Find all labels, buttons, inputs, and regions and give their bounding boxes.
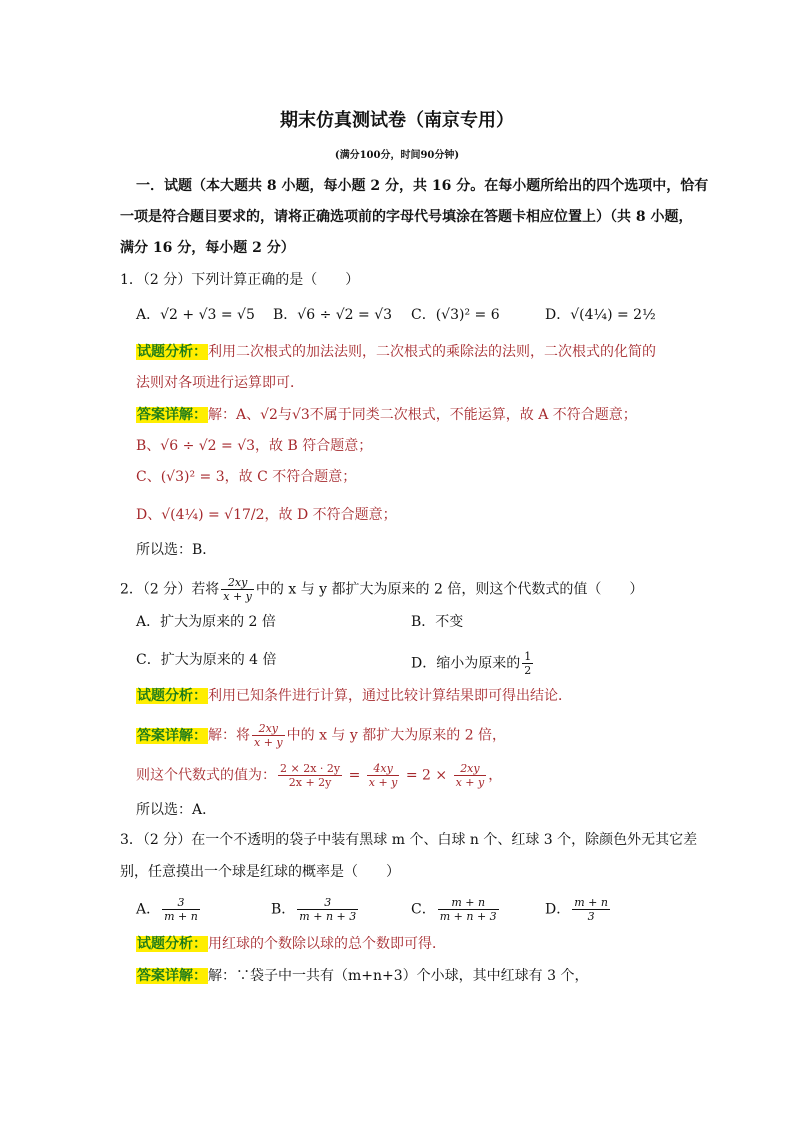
q2-detail: [136, 722, 506, 749]
q2-analysis-text: 利用已知条件进行计算，通过比较计算结果即可得出结论．: [208, 688, 572, 704]
q1-analysis: [136, 342, 656, 362]
q3-analysis-label: 试题分析：: [137, 936, 207, 952]
q1-option-b-text: B．√6 ÷ √2 = √3: [273, 307, 393, 323]
page-subtitle: (满分100分，时间90分钟): [334, 150, 460, 161]
q3-option-c: [411, 896, 501, 923]
q3-option-b-label: B．: [271, 901, 296, 918]
q2-analysis-label: 试题分析：: [137, 688, 207, 704]
q2-value-pre: 则这个代数式的值为：: [136, 767, 276, 784]
q1-stem: 1．（2 分）下列计算正确的是（ ）: [120, 272, 360, 288]
q3-analysis: [136, 934, 446, 954]
q1-detail-c: C、(√3)² = 3，故 C 不符合题意；: [136, 469, 357, 485]
q1-detail-label: 答案详解：: [137, 407, 207, 423]
section-instructions-line2: 一项是符合题目要求的，请将正确选项前的字母代号填涂在答题卡相应位置上）（共 8 小题，: [120, 209, 693, 225]
q2-detail-fraction: $\frac{2xy}{x + y}$: [254, 722, 283, 749]
q3-analysis-text: 用红球的个数除以球的总个数即可得．: [208, 936, 446, 952]
q3-option-a: [136, 896, 202, 923]
q1-detail-a: [136, 405, 637, 425]
q2-option-d: [411, 650, 535, 677]
q2-option-d-text: D．缩小为原来的: [411, 655, 521, 672]
q3-option-c-fraction: $\frac{m + n}{m + n + 3}$: [439, 896, 497, 923]
q1-detail-a-text: 解：A、√2与√3不属于同类二次根式，不能运算，故 A 不符合题意；: [208, 407, 637, 423]
q3-stem-2: 别，任意摸出一个球是红球的概率是（ ）: [120, 864, 400, 880]
q2-answer: 所以选：A．: [136, 802, 217, 818]
q3-option-a-label: A．: [136, 901, 161, 918]
q2-half-fraction: $\frac{1}{2}$: [524, 650, 532, 677]
q3-stem-1: 3．（2 分）在一个不透明的袋子中装有黑球 m 个、白球 n 个、红球 3 个，除颜色外无其它差: [120, 832, 698, 848]
section-instructions-line1: 一．试题（本大题共 8 小题，每小题 2 分，共 16 分。在每小题所给出的四个选项中，恰有: [136, 178, 709, 194]
q3-detail: [136, 966, 588, 986]
q2-value-frac2: $\frac{4xy}{x + y}$: [368, 762, 398, 789]
q2-detail-post: 中的 x 与 y 都扩大为原来的 2 倍，: [286, 727, 507, 744]
page-title: 期末仿真测试卷（南京专用）: [280, 110, 514, 131]
q1-detail-d: D、√(4¼) = √17/2，故 D 不符合题意；: [136, 507, 397, 523]
q2-stem-post: 中的 x 与 y 都扩大为原来的 2 倍，则这个代数式的值（ ）: [255, 581, 644, 598]
q3-detail-label: 答案详解：: [137, 968, 207, 984]
q2-option-b: B．不变: [411, 614, 464, 630]
q2-option-a: A．扩大为原来的 2 倍: [136, 614, 276, 630]
q3-option-a-fraction: $\frac{3}{m + n}$: [164, 896, 198, 923]
q1-option-a-text: A．√2 + √3 = √5: [136, 307, 255, 323]
q2-stem: [120, 576, 643, 603]
q2-value: 则这个代数式的值为： $\frac{2 \times 2x \cdot 2y}{2x + 2y}$ = $\frac{4xy}{x + y}$ = 2 × $\frac{2xy}{x + y}$ ，: [136, 762, 503, 789]
q2-detail-label: 答案详解：: [137, 727, 207, 744]
q1-option-d: [545, 305, 656, 325]
q3-option-b-fraction: $\frac{3}{m + n + 3}$: [299, 896, 357, 923]
q1-analysis-text-1: 利用二次根式的加法法则，二次根式的乘除法的法则，二次根式的化简的: [208, 344, 656, 360]
q1-analysis-label: 试题分析：: [137, 344, 207, 360]
q1-detail-b: B、√6 ÷ √2 = √3，故 B 符合题意；: [136, 438, 373, 454]
q3-detail-text: 解：∵袋子中一共有（m+n+3）个小球，其中红球有 3 个，: [208, 968, 589, 984]
q1-option-c-text: C．(√3)² = 6: [411, 307, 500, 323]
q3-option-d-fraction: $\frac{m + n}{3}$: [574, 896, 608, 923]
q2-option-c: C．扩大为原来的 4 倍: [136, 652, 277, 668]
q2-value-frac3: $\frac{2xy}{x + y}$: [455, 762, 485, 789]
q2-stem-pre: 2．（2 分）若将: [120, 581, 220, 598]
q3-option-b: [271, 896, 360, 923]
q1-option-d-text: D．√(4¼) = 2½: [545, 307, 656, 323]
q2-fraction: $\frac{2xy}{x + y}$: [223, 576, 252, 603]
section-instructions-line3: 满分 16 分，每小题 2 分）: [120, 240, 295, 256]
q1-analysis-text-2: 法则对各项进行运算即可．: [136, 375, 304, 391]
q3-option-d: [545, 896, 612, 923]
q2-analysis: [136, 686, 572, 706]
q3-option-d-label: D．: [545, 901, 571, 918]
q1-option-b: [273, 305, 392, 325]
q2-value-frac1: $\frac{2 \times 2x \cdot 2y}{2x + 2y}$: [280, 762, 341, 789]
q1-option-a: [136, 305, 255, 325]
q2-detail-pre: 解：将: [208, 727, 250, 744]
q1-answer: 所以选：B．: [136, 542, 217, 558]
q1-option-c: [411, 305, 500, 325]
q3-option-c-label: C．: [411, 901, 436, 918]
